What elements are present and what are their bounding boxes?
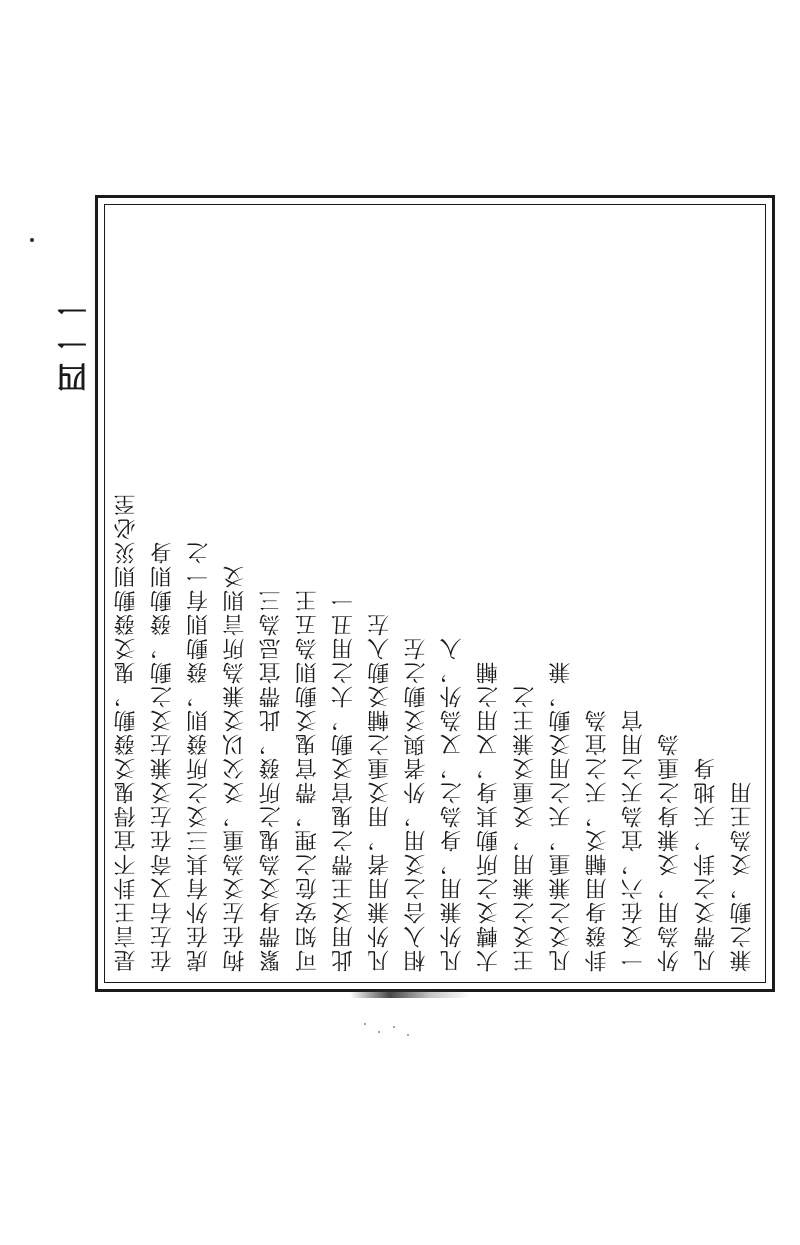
text-column: 可知安危之理，帶官鬼爻動則為五王 (295, 588, 321, 972)
text-column: 兼之動，爻為王用 (730, 780, 755, 972)
page-frame (95, 195, 775, 992)
text-column: 外為用，爻兼身之重為 (657, 732, 683, 972)
text-column: 緊帶身爻為鬼之所發，此帶宜忌為三 (258, 588, 284, 972)
page-frame-inner (104, 204, 766, 983)
text-column: 凡帶爻之卦，天地身 (693, 756, 719, 972)
text-column: 凡外兼用者，用爻重之輔爻動入左 (367, 612, 393, 972)
ink-smudge (350, 990, 470, 998)
text-column: 凡外兼用，身為之，又為外，入 (440, 636, 466, 972)
page-number-char: 四 (57, 358, 87, 393)
page-number (55, 290, 89, 392)
stray-ink-dot (30, 238, 34, 242)
text-body (113, 215, 757, 972)
text-column: 王爻之兼用，爻重爻兼王之 (512, 684, 538, 972)
text-column: 虎在外有其三爻之所發則，發動則有一之 (186, 540, 212, 972)
text-column: 卦發身用輔爻，天之宜為 (585, 708, 611, 972)
text-column: 是言王卦不宜得鬼爻發動，鬼爻發動則災必至 (114, 492, 140, 972)
ink-specks (360, 1020, 420, 1040)
text-column: 此用爻王帶之鬼官爻動，大之用丑一 (331, 588, 357, 972)
text-column: 凡爻之兼重，天之用爻動，兼 (548, 660, 574, 972)
text-column: 一爻在六，宜為天之用官 (621, 708, 647, 972)
text-column: 大轉爻之所動其身，又用之輔 (476, 660, 502, 972)
text-column: 相入合之爻用，外者與爻動之左 (403, 636, 429, 972)
text-column: 在左右又奇在左爻兼左爻之動，發動則身 (150, 540, 176, 972)
page-number-char: 一 (57, 290, 87, 325)
page-number-char: 一 (57, 324, 87, 359)
text-column: 拘在左爻為重，爻父以爻兼為所言則爻 (222, 564, 248, 972)
